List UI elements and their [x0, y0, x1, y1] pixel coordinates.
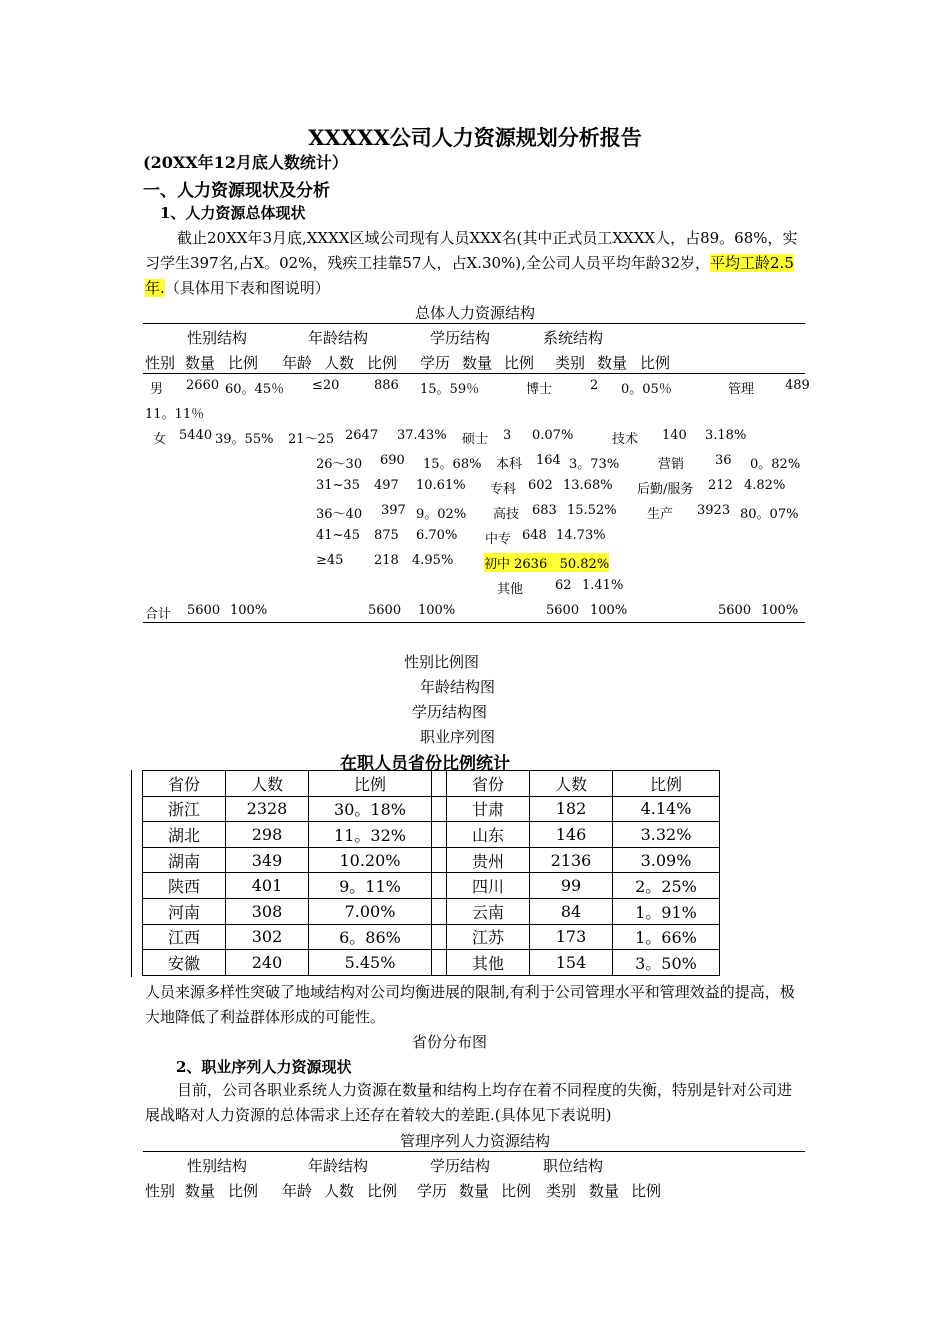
- cell: 298: [226, 822, 309, 848]
- cell-total-label: 合计: [145, 607, 172, 622]
- cell: 497: [374, 478, 399, 493]
- mgmt-table-caption: 管理序列人力资源结构: [399, 1132, 550, 1150]
- chart-title-career: 职业序列图: [420, 728, 496, 746]
- cell: 240: [226, 950, 309, 976]
- table-row: [143, 847, 720, 873]
- cell: 5600: [546, 603, 580, 618]
- cell: 4.14%: [613, 796, 720, 822]
- col-ratio: 比例: [228, 354, 259, 372]
- col-ratio: 比例: [504, 354, 535, 372]
- cell: 140: [662, 428, 687, 443]
- mgmt-col: 比例: [631, 1182, 662, 1200]
- highlight-seniority: 平均工龄2.5年.: [145, 254, 794, 297]
- cell: 湖南: [143, 847, 226, 873]
- cell: 生产: [647, 507, 674, 522]
- gap-cell: [432, 873, 447, 899]
- cell: 37.43%: [397, 428, 447, 443]
- cell: 3.09%: [613, 847, 720, 873]
- cell: 173: [530, 924, 613, 950]
- cell: 营销: [658, 457, 685, 472]
- cell: 河南: [143, 898, 226, 924]
- cell: 1.41%: [582, 578, 624, 593]
- mgmt-col: 年龄: [282, 1182, 313, 1200]
- cell: 80。07%: [740, 507, 799, 522]
- table-row: [143, 796, 720, 822]
- gap-cell: [432, 950, 447, 976]
- cell: 36: [715, 453, 732, 468]
- gap-cell: [432, 796, 447, 822]
- cell: 1。66%: [613, 924, 720, 950]
- col-ratio: 比例: [640, 354, 671, 372]
- subsection-heading-2: 2、职业序列人力资源现状: [176, 1058, 352, 1076]
- cell: 13.68%: [563, 478, 613, 493]
- cell: 212: [708, 478, 733, 493]
- cell: 男: [150, 382, 164, 397]
- cell: 15。68%: [423, 457, 482, 472]
- cell: 博士: [526, 382, 553, 397]
- col-headcount: 人数: [324, 354, 355, 372]
- cell: 浙江: [143, 796, 226, 822]
- mgmt-col: 数量: [185, 1182, 216, 1200]
- mgmt-col: 比例: [367, 1182, 398, 1200]
- table-row: [143, 950, 720, 976]
- cell: 6。86%: [309, 924, 432, 950]
- header-cell: 省份: [143, 771, 226, 797]
- paragraph-overview: [145, 226, 805, 301]
- cell: 5600: [368, 603, 402, 618]
- header-cell: 人数: [226, 771, 309, 797]
- cell: 31~35: [316, 478, 360, 493]
- col-ratio: 比例: [367, 354, 398, 372]
- cell: 5600: [187, 603, 221, 618]
- gap-cell: [432, 898, 447, 924]
- chart-title-education: 学历结构图: [412, 703, 488, 721]
- chart-title-age: 年龄结构图: [420, 678, 496, 696]
- cell: 164: [536, 453, 561, 468]
- cell: 15。59％: [420, 382, 480, 397]
- cell: 99: [530, 873, 613, 899]
- cell: 10.61%: [416, 478, 466, 493]
- cell: 6.70%: [416, 528, 458, 543]
- col-education: 学历: [420, 354, 451, 372]
- cell: 62: [555, 578, 572, 593]
- cell: 0。05％: [621, 382, 672, 397]
- gap-cell: [432, 822, 447, 848]
- paragraph-career: 目前，公司各职业系统人力资源在数量和结构上均存在着不同程度的失衡，特别是针对公司进展战略对人力资源的总体需求上还存在着较大的差距.(具体见下表说明): [145, 1081, 793, 1124]
- cell: ≤20: [312, 378, 340, 393]
- mgmt-col: 比例: [501, 1182, 532, 1200]
- cell: 9。02%: [416, 507, 467, 522]
- cell: 36～40: [316, 507, 363, 522]
- cell: 2。25%: [613, 873, 720, 899]
- province-table-outer-line: [131, 770, 132, 977]
- cell: 其他: [497, 582, 524, 597]
- cell: 21～25: [288, 432, 335, 447]
- table-row: [143, 924, 720, 950]
- cell: 0.07%: [532, 428, 574, 443]
- cell: 4.95%: [412, 553, 454, 568]
- chart-title-gender: 性别比例图: [404, 653, 480, 671]
- cell: 100%: [761, 603, 799, 618]
- cell: ≥45: [316, 553, 344, 568]
- para1-text: 截止20XX年3月底,XXXX区域公司现有人员XXX名(其中正式员工XXXX人，占89。68%，实习学生397名,占X。02%，残疾工挂靠57人，占X.30%),全公司人员平均年龄32岁，: [145, 229, 798, 272]
- cell: 其他: [447, 950, 530, 976]
- mgmt-col: 比例: [228, 1182, 259, 1200]
- group-system: 系统结构: [543, 329, 604, 347]
- cell: 7.00%: [309, 898, 432, 924]
- cell: 云南: [447, 898, 530, 924]
- section-heading-1: 一、人力资源现状及分析: [143, 181, 330, 201]
- gap-cell: [432, 847, 447, 873]
- mgmt-col: 数量: [589, 1182, 620, 1200]
- cell: 4.82%: [744, 478, 786, 493]
- cell: 3。50%: [613, 950, 720, 976]
- cell: 9。11%: [309, 873, 432, 899]
- cell: 女: [153, 432, 167, 447]
- mgmt-col: 性别: [145, 1182, 176, 1200]
- cell: 875: [374, 528, 399, 543]
- group-age: 年龄结构: [308, 329, 369, 347]
- mgmt-group-position: 职位结构: [543, 1157, 604, 1175]
- table-row: [143, 822, 720, 848]
- cell: 2647: [345, 428, 379, 443]
- table-row: [143, 873, 720, 899]
- cell: 硕士: [462, 432, 489, 447]
- subsection-heading-1: 1、人力资源总体现状: [160, 204, 306, 222]
- cell: 5600: [718, 603, 752, 618]
- gap-cell: [432, 924, 447, 950]
- table-row: [143, 898, 720, 924]
- col-count: 数量: [597, 354, 628, 372]
- cell: 489: [785, 378, 810, 393]
- group-gender: 性别结构: [187, 329, 248, 347]
- cell: 100%: [590, 603, 628, 618]
- col-age: 年龄: [282, 354, 313, 372]
- cell: 182: [530, 796, 613, 822]
- cell: 84: [530, 898, 613, 924]
- cell: 后勤/服务: [637, 482, 694, 497]
- col-count: 数量: [185, 354, 216, 372]
- cell: 3923: [697, 503, 731, 518]
- chart-title-province: 省份分布图: [412, 1033, 488, 1051]
- cell: 218: [374, 553, 399, 568]
- cell: 10.20%: [309, 847, 432, 873]
- cell: 1。91%: [613, 898, 720, 924]
- cell: 安徽: [143, 950, 226, 976]
- mgmt-col: 数量: [459, 1182, 490, 1200]
- cell: 江苏: [447, 924, 530, 950]
- cell: 648: [522, 528, 547, 543]
- cell: 683: [532, 503, 557, 518]
- cell: 26～30: [316, 457, 363, 472]
- cell: 四川: [447, 873, 530, 899]
- cell: 甘肃: [447, 796, 530, 822]
- doc-title: XXXXX公司人力资源规划分析报告: [308, 125, 642, 150]
- cell: 349: [226, 847, 309, 873]
- cell: 本科: [496, 457, 523, 472]
- cell: 江西: [143, 924, 226, 950]
- cell: 0。82%: [750, 457, 801, 472]
- gap-cell: [432, 771, 447, 797]
- cell: 高技: [493, 507, 520, 522]
- province-table-title: 在职人员省份比例统计: [340, 754, 510, 774]
- province-table: [142, 770, 720, 976]
- cell: 3.32%: [613, 822, 720, 848]
- header-cell: 省份: [447, 771, 530, 797]
- cell: 602: [528, 478, 553, 493]
- col-count: 数量: [462, 354, 493, 372]
- cell: 401: [226, 873, 309, 899]
- mgmt-col: 学历: [417, 1182, 448, 1200]
- cell: 中专: [485, 532, 512, 547]
- cell: 3.18%: [705, 428, 747, 443]
- mgmt-group-gender: 性别结构: [187, 1157, 248, 1175]
- cell: 308: [226, 898, 309, 924]
- cell: 2136: [530, 847, 613, 873]
- cell: 146: [530, 822, 613, 848]
- cell: 100%: [230, 603, 268, 618]
- cell: 2328: [226, 796, 309, 822]
- cell: 30。18%: [309, 796, 432, 822]
- cell: 60。45％: [225, 382, 285, 397]
- table-header-rule: [143, 373, 805, 374]
- cell: 11。32%: [309, 822, 432, 848]
- highlight-junior-high: 初中 2636 50.82%: [484, 553, 609, 572]
- table-top-rule: [143, 323, 805, 324]
- cell: 技术: [612, 432, 639, 447]
- cell: 湖北: [143, 822, 226, 848]
- cell: 陕西: [143, 873, 226, 899]
- header-cell: 比例: [309, 771, 432, 797]
- doc-subtitle: (20XX年12月底人数统计）: [143, 153, 348, 172]
- cell: 886: [374, 378, 399, 393]
- cell: 5.45%: [309, 950, 432, 976]
- mgmt-col: 人数: [324, 1182, 355, 1200]
- table-header-row: [143, 771, 720, 797]
- cell: 690: [380, 453, 405, 468]
- header-cell: 比例: [613, 771, 720, 797]
- cell: 39。55%: [215, 432, 274, 447]
- cell: 11。11％: [145, 407, 205, 422]
- header-cell: 人数: [530, 771, 613, 797]
- cell: 154: [530, 950, 613, 976]
- mgmt-group-age: 年龄结构: [308, 1157, 369, 1175]
- cell: 14.73%: [556, 528, 606, 543]
- cell: 302: [226, 924, 309, 950]
- mgmt-table-top-rule: [143, 1151, 805, 1152]
- cell: 2: [590, 378, 599, 393]
- cell: 管理: [728, 382, 755, 397]
- cell: 100%: [418, 603, 456, 618]
- cell: 3。73%: [569, 457, 620, 472]
- overall-table-caption: 总体人力资源结构: [414, 304, 535, 322]
- cell: 397: [381, 503, 406, 518]
- cell: 15.52%: [567, 503, 617, 518]
- cell: 2660: [186, 378, 220, 393]
- cell: 41~45: [316, 528, 360, 543]
- para1-tail: （具体用下表和图说明）: [164, 279, 330, 297]
- mgmt-group-education: 学历结构: [430, 1157, 491, 1175]
- col-category: 类别: [555, 354, 586, 372]
- group-education: 学历结构: [430, 329, 491, 347]
- cell: 专科: [490, 482, 517, 497]
- cell: 3: [503, 428, 512, 443]
- col-gender: 性别: [145, 354, 176, 372]
- cell: 山东: [447, 822, 530, 848]
- cell: 5440: [179, 428, 213, 443]
- table-bottom-rule: [143, 622, 805, 623]
- mgmt-col: 类别: [546, 1182, 577, 1200]
- cell: 贵州: [447, 847, 530, 873]
- paragraph-diversity: 人员来源多样性突破了地域结构对公司均衡进展的限制,有利于公司管理水平和管理效益的提高，极大地降低了利益群体形成的可能性。: [145, 983, 795, 1026]
